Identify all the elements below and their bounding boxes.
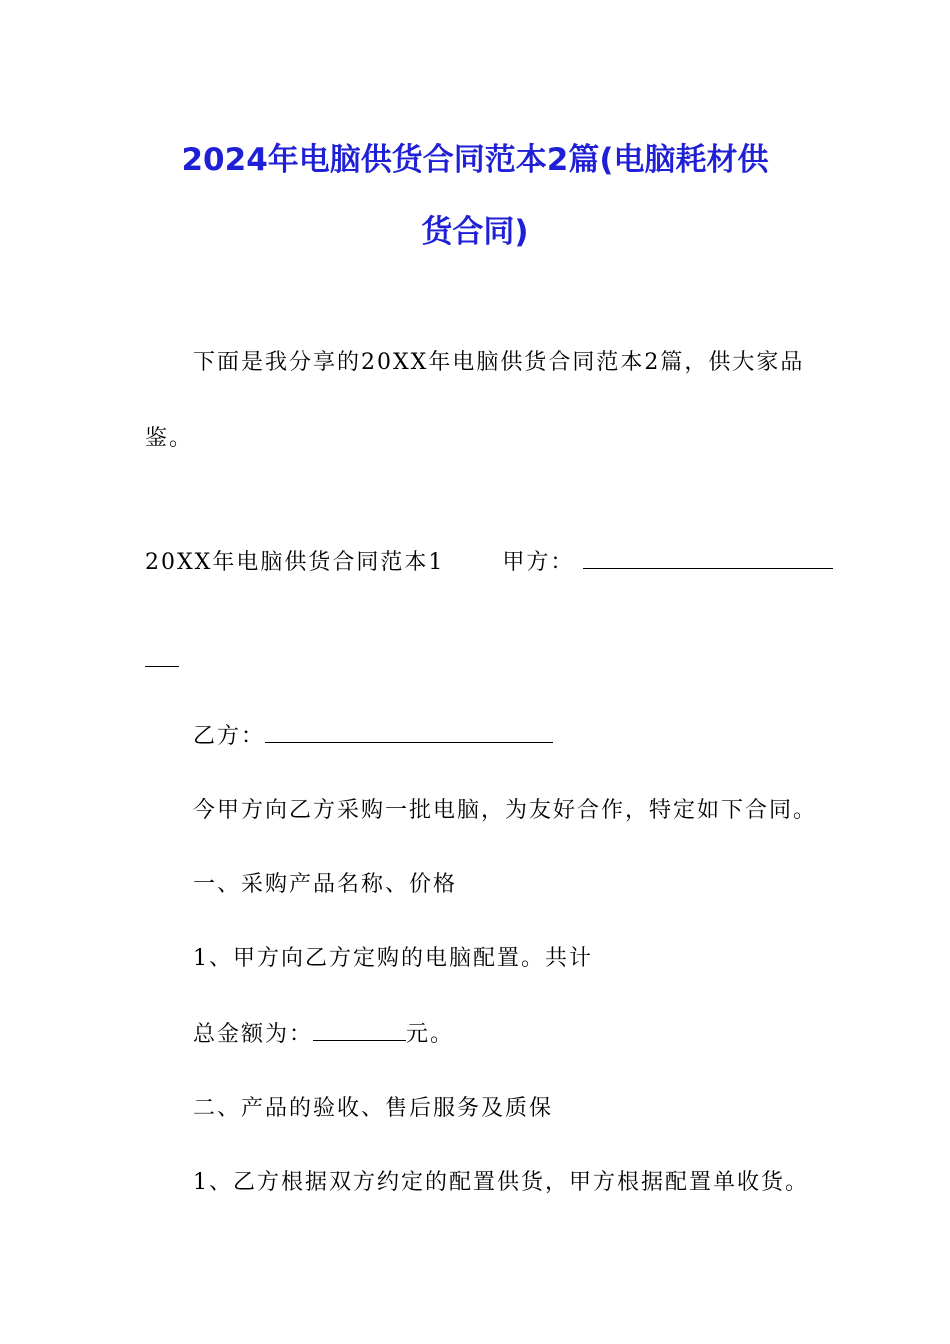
item-2-1: 1、乙方根据双方约定的配置供货，甲方根据配置单收货。: [193, 1170, 809, 1195]
party-b-line: [193, 719, 553, 750]
heading-procurement: 一、采购产品名称、价格: [193, 872, 458, 897]
section-title: 20XX年电脑供货合同范本1: [145, 550, 445, 575]
section-title-line: [145, 545, 833, 576]
party-b-blank: [265, 720, 553, 743]
total-amount-line: [193, 1017, 454, 1048]
party-a-blank-continuation: [145, 666, 179, 667]
total-amount-unit: 元。: [406, 1022, 455, 1047]
party-a-label: 甲方：: [502, 550, 575, 575]
document-title-line-1: 2024年电脑供货合同范本2篇(电脑耗材供: [181, 142, 769, 178]
total-amount-blank: [313, 1018, 406, 1041]
intro-paragraph-line-1: 下面是我分享的20XX年电脑供货合同范本2篇，供大家品: [193, 350, 805, 375]
intro-paragraph-line-2: 鉴。: [145, 426, 194, 451]
item-1-1: 1、甲方向乙方定购的电脑配置。共计: [193, 946, 593, 971]
purpose-paragraph: 今甲方向乙方采购一批电脑，为友好合作，特定如下合同。: [193, 798, 818, 823]
party-a-blank: [583, 546, 833, 569]
total-amount-label: 总金额为：: [193, 1022, 314, 1047]
document-title-line-2: 货合同): [421, 214, 529, 250]
heading-acceptance: 二、产品的验收、售后服务及质保: [193, 1096, 554, 1121]
party-b-label: 乙方：: [193, 724, 266, 749]
